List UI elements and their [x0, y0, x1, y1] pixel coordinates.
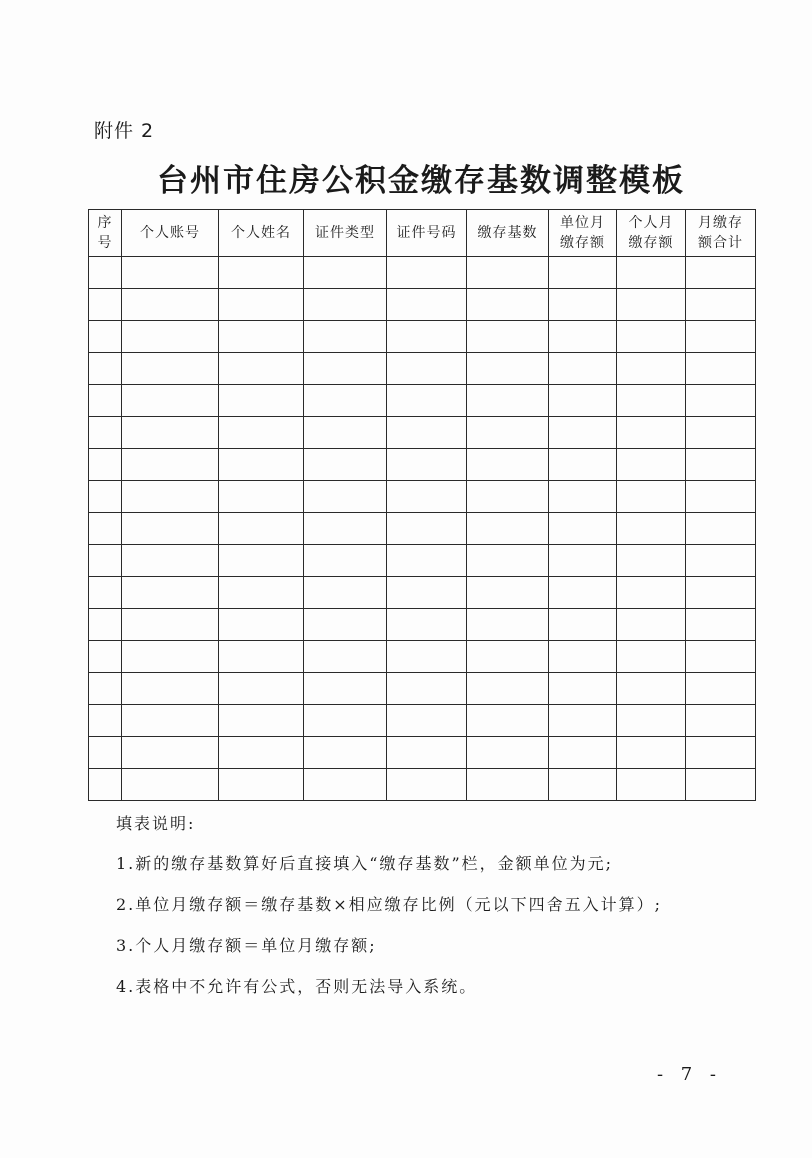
table-cell: [686, 289, 756, 321]
table-row: [89, 641, 756, 673]
table-cell: [387, 705, 467, 737]
table-cell: [549, 289, 617, 321]
table-cell: [617, 641, 686, 673]
table-cell: [219, 577, 304, 609]
table-cell: [617, 353, 686, 385]
table-row: [89, 705, 756, 737]
table-cell: [122, 257, 219, 289]
table-cell: [549, 577, 617, 609]
table-cell: [122, 673, 219, 705]
table-cell: [549, 705, 617, 737]
table-row: [89, 513, 756, 545]
table-cell: [122, 513, 219, 545]
table-cell: [219, 321, 304, 353]
fill-instructions: [116, 812, 662, 1016]
table-cell: [467, 417, 549, 449]
table-cell: [89, 545, 122, 577]
table-cell: [89, 769, 122, 801]
header-id-number: [387, 210, 467, 257]
table-cell: [387, 353, 467, 385]
header-personal-account: [122, 210, 219, 257]
header-id-type: [304, 210, 387, 257]
table-cell: [549, 673, 617, 705]
table-cell: [304, 257, 387, 289]
table-cell: [467, 449, 549, 481]
table-cell: [304, 577, 387, 609]
header-employee-monthly-amount: [617, 210, 686, 257]
table-cell: [387, 673, 467, 705]
table-cell: [467, 769, 549, 801]
table-cell: [387, 577, 467, 609]
table-cell: [219, 385, 304, 417]
table-body: [89, 257, 756, 801]
table-row: [89, 609, 756, 641]
table-cell: [122, 481, 219, 513]
table-cell: [617, 257, 686, 289]
table-cell: [549, 737, 617, 769]
table-row: [89, 321, 756, 353]
table-cell: [686, 577, 756, 609]
table-cell: [122, 289, 219, 321]
table-cell: [387, 641, 467, 673]
table-cell: [387, 545, 467, 577]
table-cell: [686, 641, 756, 673]
header-line: 序: [97, 215, 113, 231]
table-cell: [387, 449, 467, 481]
table-cell: [467, 673, 549, 705]
table-cell: [304, 513, 387, 545]
table-cell: [122, 545, 219, 577]
table-cell: [549, 353, 617, 385]
table-cell: [549, 545, 617, 577]
table-cell: [219, 609, 304, 641]
table-cell: [686, 673, 756, 705]
table-row: [89, 385, 756, 417]
table-cell: [387, 385, 467, 417]
table-cell: [89, 641, 122, 673]
table-cell: [686, 385, 756, 417]
table-cell: [122, 577, 219, 609]
table-cell: [549, 641, 617, 673]
table-cell: [304, 353, 387, 385]
table-cell: [122, 705, 219, 737]
table-cell: [387, 481, 467, 513]
table-cell: [122, 737, 219, 769]
table-row: [89, 545, 756, 577]
table-cell: [467, 737, 549, 769]
table-cell: [467, 385, 549, 417]
table-cell: [89, 609, 122, 641]
table-cell: [549, 769, 617, 801]
table-cell: [617, 481, 686, 513]
table-cell: [219, 513, 304, 545]
table-row: [89, 289, 756, 321]
table-cell: [89, 705, 122, 737]
table-cell: [387, 609, 467, 641]
table-cell: [686, 481, 756, 513]
table-cell: [122, 353, 219, 385]
header-employer-monthly-amount: [549, 210, 617, 257]
table-cell: [304, 545, 387, 577]
table-cell: [387, 321, 467, 353]
table-cell: [304, 737, 387, 769]
table-cell: [219, 449, 304, 481]
table-cell: [617, 673, 686, 705]
table-cell: [89, 385, 122, 417]
header-line: 个人月: [628, 215, 674, 231]
instruction-item: 4.表格中不允许有公式，否则无法导入系统。: [116, 977, 478, 996]
table-cell: [219, 769, 304, 801]
table-header-row: [89, 210, 756, 257]
header-monthly-total: [686, 210, 756, 257]
table-cell: [122, 769, 219, 801]
table-cell: [549, 513, 617, 545]
table-cell: [89, 481, 122, 513]
table-row: [89, 417, 756, 449]
table-cell: [467, 481, 549, 513]
table-cell: [686, 513, 756, 545]
table-cell: [122, 641, 219, 673]
table-cell: [686, 321, 756, 353]
header-personal-name: [219, 210, 304, 257]
table-cell: [122, 321, 219, 353]
table-cell: [304, 321, 387, 353]
header-line: 号: [97, 235, 113, 251]
header-line: 个人账号: [140, 225, 200, 241]
table-cell: [89, 289, 122, 321]
document-title: 台州市住房公积金缴存基数调整模板: [157, 163, 685, 199]
table-cell: [617, 769, 686, 801]
table-cell: [122, 385, 219, 417]
attachment-label: 附件 2: [94, 120, 155, 142]
table-cell: [686, 609, 756, 641]
table-cell: [467, 257, 549, 289]
table-row: [89, 257, 756, 289]
table-row: [89, 769, 756, 801]
header-contribution-base: [467, 210, 549, 257]
table-cell: [219, 545, 304, 577]
header-line: 额合计: [698, 235, 743, 251]
table-cell: [467, 513, 549, 545]
table-cell: [219, 289, 304, 321]
table-cell: [467, 609, 549, 641]
table-cell: [549, 385, 617, 417]
table-cell: [617, 449, 686, 481]
table-cell: [122, 609, 219, 641]
table-cell: [304, 673, 387, 705]
table-cell: [467, 705, 549, 737]
table-cell: [617, 417, 686, 449]
table-cell: [387, 257, 467, 289]
table-cell: [549, 449, 617, 481]
contribution-base-table: [88, 209, 756, 801]
table-cell: [617, 545, 686, 577]
table-cell: [549, 609, 617, 641]
table-cell: [617, 289, 686, 321]
table-cell: [686, 257, 756, 289]
table-cell: [89, 321, 122, 353]
page-number: - 7 -: [656, 1064, 722, 1085]
table-cell: [219, 417, 304, 449]
table-cell: [467, 353, 549, 385]
table-cell: [549, 321, 617, 353]
table-row: [89, 577, 756, 609]
table-cell: [617, 705, 686, 737]
table-cell: [219, 737, 304, 769]
table-cell: [686, 449, 756, 481]
header-line: 缴存基数: [477, 225, 538, 241]
table-cell: [686, 353, 756, 385]
table-cell: [617, 385, 686, 417]
table-cell: [89, 577, 122, 609]
table-cell: [549, 417, 617, 449]
table-cell: [617, 321, 686, 353]
table-cell: [686, 705, 756, 737]
table-cell: [467, 641, 549, 673]
table-row: [89, 737, 756, 769]
table-cell: [219, 705, 304, 737]
table-row: [89, 481, 756, 513]
header-line: 缴存额: [628, 235, 674, 251]
header-line: 缴存额: [560, 235, 605, 251]
table-cell: [467, 321, 549, 353]
table-cell: [686, 737, 756, 769]
header-line: 单位月: [560, 215, 605, 231]
table-cell: [304, 609, 387, 641]
header-line: 月缴存: [698, 215, 743, 231]
header-serial-number: [89, 210, 122, 257]
table-row: [89, 353, 756, 385]
table-cell: [89, 737, 122, 769]
table-cell: [304, 385, 387, 417]
header-line: 个人姓名: [231, 225, 291, 241]
table-cell: [219, 257, 304, 289]
instruction-item: 1.新的缴存基数算好后直接填入“缴存基数”栏，金额单位为元;: [116, 854, 614, 873]
table-cell: [89, 417, 122, 449]
table-cell: [617, 609, 686, 641]
table-cell: [549, 257, 617, 289]
table-cell: [122, 449, 219, 481]
table-cell: [686, 545, 756, 577]
table-cell: [219, 481, 304, 513]
header-line: 证件号码: [396, 225, 457, 241]
table-row: [89, 449, 756, 481]
table-cell: [467, 545, 549, 577]
table-cell: [387, 737, 467, 769]
table-cell: [219, 353, 304, 385]
table-cell: [617, 577, 686, 609]
table-cell: [304, 641, 387, 673]
table-cell: [89, 353, 122, 385]
table-cell: [467, 289, 549, 321]
table-cell: [686, 417, 756, 449]
table-cell: [549, 481, 617, 513]
table-cell: [89, 257, 122, 289]
table-cell: [219, 673, 304, 705]
table-cell: [304, 705, 387, 737]
table-cell: [304, 417, 387, 449]
table-cell: [387, 289, 467, 321]
instructions-title: 填表说明:: [116, 814, 196, 833]
table-cell: [219, 641, 304, 673]
table-cell: [617, 513, 686, 545]
table-cell: [467, 577, 549, 609]
table-cell: [387, 769, 467, 801]
table-cell: [304, 481, 387, 513]
table-cell: [89, 513, 122, 545]
table-cell: [304, 449, 387, 481]
instruction-item: 3.个人月缴存额＝单位月缴存额;: [116, 936, 377, 955]
table-cell: [387, 417, 467, 449]
table-cell: [122, 417, 219, 449]
table-cell: [686, 769, 756, 801]
instruction-item: 2.单位月缴存额＝缴存基数×相应缴存比例（元以下四舍五入计算）;: [116, 895, 663, 914]
table-row: [89, 673, 756, 705]
table-cell: [304, 289, 387, 321]
table-cell: [304, 769, 387, 801]
header-line: 证件类型: [315, 225, 375, 241]
table-cell: [617, 737, 686, 769]
table-cell: [89, 449, 122, 481]
table-cell: [89, 673, 122, 705]
table-cell: [387, 513, 467, 545]
